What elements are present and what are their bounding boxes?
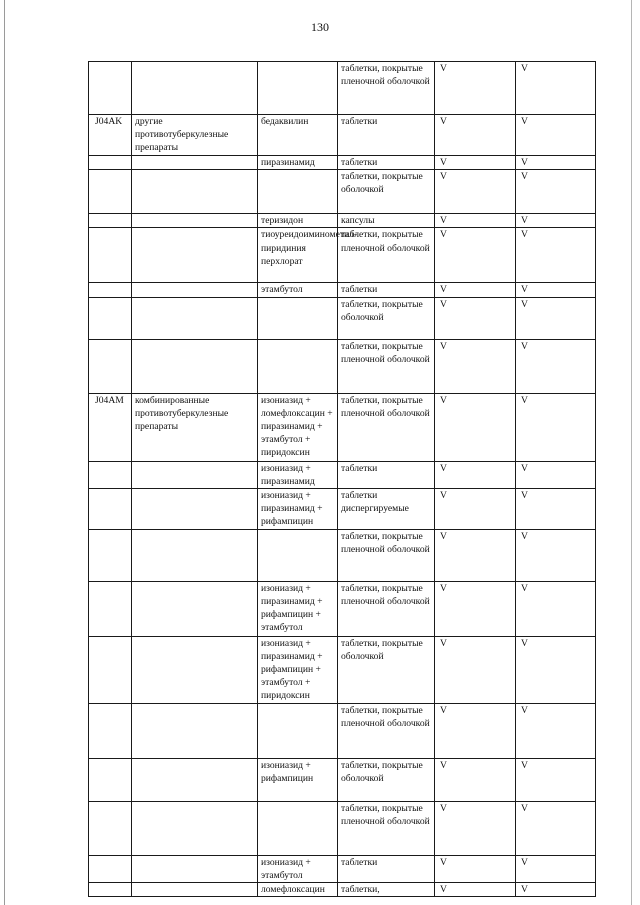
pharmacological-group-cell [132, 883, 258, 897]
mark-cell-2: V [516, 489, 596, 530]
pharmacological-group-cell [132, 581, 258, 636]
pharmacological-group-cell [132, 156, 258, 170]
active-substance-cell: ломефлоксацин [258, 883, 338, 897]
active-substance-cell: изониазид + пиразинамид + рифампицин + этамбутол + пиридоксин [258, 636, 338, 703]
dosage-form-cell: таблетки [338, 283, 435, 297]
pharmacological-group-cell [132, 758, 258, 801]
pharmacological-group-cell [132, 703, 258, 758]
mark-cell-2: V [516, 283, 596, 297]
mark-cell-2: V [516, 636, 596, 703]
mark-cell-1: V [435, 855, 516, 882]
mark-cell-1: V [435, 297, 516, 339]
mark-cell-1: V [435, 758, 516, 801]
dosage-form-cell: таблетки, покрытые оболочкой [338, 297, 435, 339]
mark-cell-2: V [516, 62, 596, 115]
pharmacological-group-cell [132, 461, 258, 488]
mark-cell-1: V [435, 170, 516, 214]
mark-cell-2: V [516, 529, 596, 581]
table-row [89, 170, 596, 214]
table-row [89, 228, 596, 283]
mark-cell-1: V [435, 489, 516, 530]
active-substance-cell [258, 801, 338, 855]
scan-edge-right [631, 0, 632, 905]
mark-cell-2: V [516, 703, 596, 758]
atc-code-cell [89, 489, 132, 530]
pharmacological-group-cell: комбинированные противотуберкулезные препараты [132, 393, 258, 461]
active-substance-cell [258, 529, 338, 581]
atc-code-cell [89, 156, 132, 170]
pharmacological-group-cell [132, 170, 258, 214]
active-substance-cell [258, 62, 338, 115]
active-substance-cell: этамбутол [258, 283, 338, 297]
table-row [89, 855, 596, 882]
mark-cell-2: V [516, 581, 596, 636]
mark-cell-2: V [516, 461, 596, 488]
mark-cell-1: V [435, 115, 516, 156]
dosage-form-cell: таблетки [338, 461, 435, 488]
dosage-form-cell: таблетки, покрытые пленочной оболочкой [338, 703, 435, 758]
atc-code-cell [89, 581, 132, 636]
mark-cell-1: V [435, 62, 516, 115]
mark-cell-1: V [435, 529, 516, 581]
atc-code-cell [89, 461, 132, 488]
active-substance-cell: изониазид + рифампицин [258, 758, 338, 801]
dosage-form-cell: капсулы [338, 214, 435, 228]
pharmacological-group-cell [132, 339, 258, 393]
atc-code-cell: J04AK [89, 115, 132, 156]
dosage-form-cell: таблетки, покрытые пленочной оболочкой [338, 339, 435, 393]
pharmacological-group-cell [132, 489, 258, 530]
table-row [89, 214, 596, 228]
mark-cell-2: V [516, 339, 596, 393]
mark-cell-1: V [435, 283, 516, 297]
dosage-form-cell: таблетки, покрытые пленочной оболочкой [338, 393, 435, 461]
table-row [89, 62, 596, 115]
pharmacological-group-cell [132, 297, 258, 339]
atc-code-cell [89, 228, 132, 283]
mark-cell-2: V [516, 156, 596, 170]
pharmacological-group-cell [132, 636, 258, 703]
atc-code-cell [89, 214, 132, 228]
active-substance-cell [258, 297, 338, 339]
active-substance-cell: изониазид + пиразинамид + рифампицин [258, 489, 338, 530]
pharmacological-group-cell [132, 529, 258, 581]
atc-code-cell [89, 529, 132, 581]
active-substance-cell: изониазид + пиразинамид + рифампицин + этамбутол [258, 581, 338, 636]
table-row [89, 461, 596, 488]
mark-cell-1: V [435, 228, 516, 283]
mark-cell-1: V [435, 393, 516, 461]
mark-cell-2: V [516, 758, 596, 801]
active-substance-cell: бедаквилин [258, 115, 338, 156]
pharmacological-group-cell [132, 62, 258, 115]
scan-edge-left [4, 0, 5, 905]
mark-cell-1: V [435, 636, 516, 703]
pharmacological-group-cell: другие противотуберкулезные препараты [132, 115, 258, 156]
table-row [89, 489, 596, 530]
atc-code-cell [89, 703, 132, 758]
atc-code-cell [89, 170, 132, 214]
dosage-form-cell: таблетки [338, 855, 435, 882]
active-substance-cell: пиразинамид [258, 156, 338, 170]
atc-code-cell [89, 758, 132, 801]
mark-cell-1: V [435, 703, 516, 758]
table-row [89, 156, 596, 170]
dosage-form-cell: таблетки, покрытые пленочной оболочкой [338, 581, 435, 636]
mark-cell-2: V [516, 855, 596, 882]
atc-code-cell [89, 636, 132, 703]
table-row [89, 297, 596, 339]
table-row [89, 393, 596, 461]
pharmacological-group-cell [132, 214, 258, 228]
table-row [89, 636, 596, 703]
atc-code-cell [89, 855, 132, 882]
dosage-form-cell: таблетки, покрытые пленочной оболочкой [338, 801, 435, 855]
mark-cell-1: V [435, 156, 516, 170]
dosage-form-cell: таблетки, покрытые пленочной оболочкой [338, 62, 435, 115]
medicines-table [88, 61, 596, 897]
table-row [89, 283, 596, 297]
mark-cell-2: V [516, 214, 596, 228]
mark-cell-2: V [516, 115, 596, 156]
active-substance-cell [258, 703, 338, 758]
active-substance-cell: изониазид + пиразинамид [258, 461, 338, 488]
dosage-form-cell: таблетки, покрытые пленочной оболочкой [338, 529, 435, 581]
mark-cell-2: V [516, 393, 596, 461]
atc-code-cell [89, 297, 132, 339]
table-body [89, 62, 596, 897]
dosage-form-cell: таблетки, покрытые оболочкой [338, 758, 435, 801]
pharmacological-group-cell [132, 855, 258, 882]
active-substance-cell: изониазид + ломефлоксацин + пиразинамид + этамбутол + пиридоксин [258, 393, 338, 461]
mark-cell-2: V [516, 228, 596, 283]
atc-code-cell [89, 283, 132, 297]
mark-cell-2: V [516, 883, 596, 897]
active-substance-cell: теризидон [258, 214, 338, 228]
mark-cell-2: V [516, 801, 596, 855]
mark-cell-2: V [516, 170, 596, 214]
pharmacological-group-cell [132, 228, 258, 283]
table-row [89, 581, 596, 636]
dosage-form-cell: таблетки, [338, 883, 435, 897]
atc-code-cell: J04AM [89, 393, 132, 461]
dosage-form-cell: таблетки, покрытые оболочкой [338, 636, 435, 703]
table-row [89, 801, 596, 855]
mark-cell-1: V [435, 883, 516, 897]
dosage-form-cell: таблетки, покрытые пленочной оболочкой [338, 228, 435, 283]
atc-code-cell [89, 801, 132, 855]
dosage-form-cell: таблетки [338, 156, 435, 170]
dosage-form-cell: таблетки, покрытые оболочкой [338, 170, 435, 214]
active-substance-cell [258, 170, 338, 214]
page-number: 130 [311, 20, 329, 34]
mark-cell-1: V [435, 581, 516, 636]
atc-code-cell [89, 339, 132, 393]
table-row [89, 883, 596, 897]
active-substance-cell: тиоуреидоиминометил-пиридиния перхлорат [258, 228, 338, 283]
active-substance-cell: изониазид + этамбутол [258, 855, 338, 882]
pharmacological-group-cell [132, 283, 258, 297]
mark-cell-1: V [435, 214, 516, 228]
table-row [89, 339, 596, 393]
mark-cell-1: V [435, 461, 516, 488]
table-row [89, 115, 596, 156]
mark-cell-1: V [435, 339, 516, 393]
dosage-form-cell: таблетки [338, 115, 435, 156]
table-row [89, 529, 596, 581]
pharmacological-group-cell [132, 801, 258, 855]
atc-code-cell [89, 883, 132, 897]
mark-cell-2: V [516, 297, 596, 339]
mark-cell-1: V [435, 801, 516, 855]
table-row [89, 703, 596, 758]
atc-code-cell [89, 62, 132, 115]
dosage-form-cell: таблетки диспергируемые [338, 489, 435, 530]
table-row [89, 758, 596, 801]
active-substance-cell [258, 339, 338, 393]
